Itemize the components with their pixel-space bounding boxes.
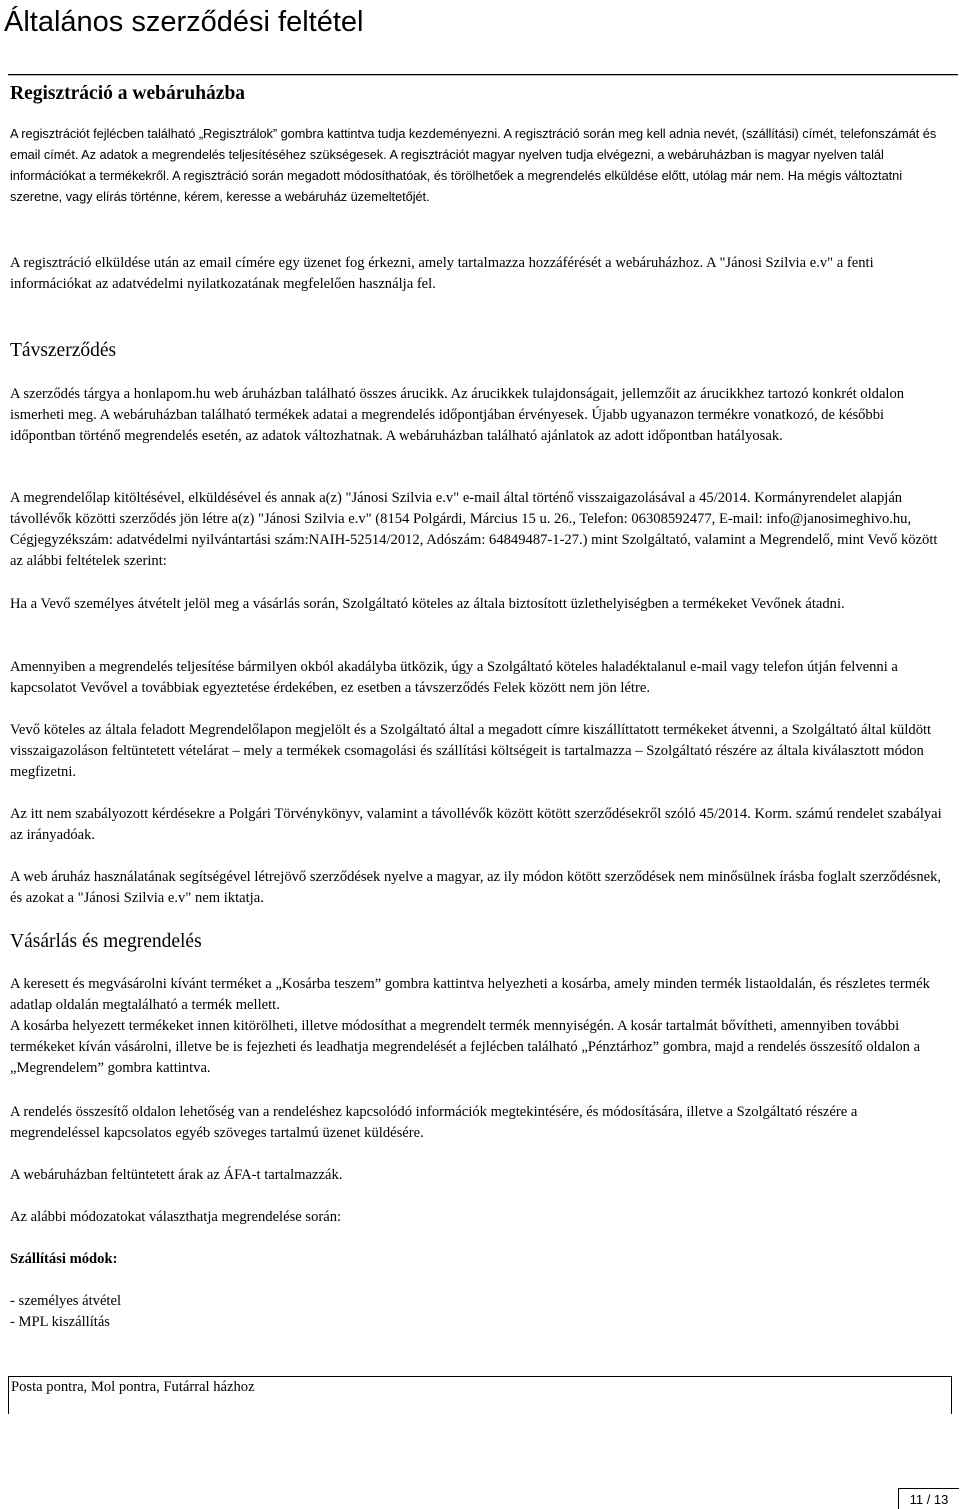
title-divider-shadow xyxy=(8,75,958,76)
registration-paragraph-1: A regisztrációt fejlécben található „Regisztrálok” gombra kattintva tudja kezdeményezni. A regisztráció során meg kell adnia nevét, (szállítási) címét, telefonszámát és email címét. Az adatok a megrendelés teljesítéséhez szükségesek. A regisztrációt magyar nyelven tudja elvégezni, a webáruházban is magyar nyelven talál információkat a termékekről. A regisztráció során megadott módosíthatóak, és törölhetőek a megrendelés elküldése előtt, utólag már nem. Ha mégis változtatni szeretne, vagy elírás történne, kérem, keresse a webáruház üzemeltetőjét. xyxy=(10,126,937,204)
page-number: 11 / 13 xyxy=(909,1492,949,1507)
shipping-methods-heading: Szállítási módok: xyxy=(10,1251,118,1267)
shipping-method-item: - személyes átvétel xyxy=(10,1293,122,1309)
purchase-paragraph-4: Az alábbi módozatokat választhatja megrendelése során: xyxy=(10,1209,342,1225)
purchase-paragraph-1a: A keresett és megvásárolni kívánt terméket a „Kosárba teszem” gombra kattintva helyezheti a kosárba, amely minden termék listaoldalán, és részletes termék adatlap oldalán megtalálható a termék mellett. xyxy=(10,976,930,1013)
distance-contract-paragraph-6: Az itt nem szabályozott kérdésekre a Polgári Törvénykönyv, valamint a távollévők között kötött szerződésekről szóló 45/2014. Korm. számú rendelet szabályai az irányadóak. xyxy=(10,806,942,843)
distance-contract-paragraph-3: Ha a Vevő személyes átvételt jelöl meg a vásárlás során, Szolgáltató köteles az általa biztosított üzlethelyiségben a termékeket Vevőnek átadni. xyxy=(10,596,845,612)
purchase-paragraph-3: A webáruházban feltüntetett árak az ÁFA-t tartalmazzák. xyxy=(10,1167,343,1183)
document-title: Általános szerződési feltétel xyxy=(4,6,364,38)
section-heading-distance-contract: Távszerződés xyxy=(10,340,117,361)
section-heading-registration: Regisztráció a webáruházba xyxy=(10,83,246,104)
shipping-options-text: Posta pontra, Mol pontra, Futárral házhoz xyxy=(11,1379,255,1395)
distance-contract-paragraph-5: Vevő köteles az általa feladott Megrendelőlapon megjelölt és a Szolgáltató által a megadott címre kiszállíttatott termékeket átvenni, a Szolgáltató által küldött visszaigazoláson feltüntetett vételárat – mely a termékek csomagolási és szállítási költségeit is tartalmazza – Szolgáltató részére az általa kiválasztott módon megfizetni. xyxy=(10,722,932,780)
purchase-paragraph-2: A rendelés összesítő oldalon lehetőség van a rendeléshez kapcsolódó információk megtekintésére, és módosítására, illetve a Szolgáltató részére a megrendeléssel kapcsolatos egyéb szöveges tartalmú üzenet küldésére. xyxy=(10,1104,858,1141)
distance-contract-paragraph-4: Amennyiben a megrendelés teljesítése bármilyen okból akadályba ütközik, úgy a Szolgáltató köteles haladéktalanul e-mail vagy telefon útján felvenni a kapcsolatot Vevővel a továbbiak egyeztetése érdekében, ez esetben a távszerződés Felek között nem jön létre. xyxy=(10,659,898,696)
purchase-paragraph-1b: A kosárba helyezett termékeket innen kitörölheti, illetve módosíthat a megrendelt termék mennyiségén. A kosár tartalmát bővítheti, amennyiben további termékeket kíván vásárolni, illetve be is fejezheti és leadhatja megrendelését a fejlécben található „Pénztárhoz” gombra, majd a rendelés összesítő oldalon a „Megrendelem” gombra kattintva. xyxy=(10,1018,921,1076)
distance-contract-paragraph-1: A szerződés tárgya a honlapom.hu web áruházban található összes árucikk. Az árucikkek tulajdonságait, jellemzőit az árucikkhez tartozó konkrét oldalon ismerheti meg. A webáruházban található termékek adatai a megrendelés időpontjában érvényesek. Újabb ugyanazon termékre vonatkozó, de későbbi időpontban történő megrendelés esetén, az adatok változhatnak. A webáruházban található ajánlatok az adott időpontban hatályosak. xyxy=(10,386,905,444)
distance-contract-paragraph-7: A web áruház használatának segítségével létrejövő szerződések nyelve a magyar, az ily módon kötött szerződések nem minősülnek írásba foglalt szerződésnek, és azokat a "Jánosi Szilvia e.v" nem iktatja. xyxy=(10,869,942,906)
section-heading-purchase: Vásárlás és megrendelés xyxy=(10,931,202,952)
registration-paragraph-2: A regisztráció elküldése után az email címére egy üzenet fog érkezni, amely tartalmazza hozzáférését a webáruházhoz. A "Jánosi Szilvia e.v" a fenti információkat az adatvédelmi nyilatkozatának megfelelően használja fel. xyxy=(10,255,874,292)
shipping-options-box xyxy=(8,1376,952,1414)
distance-contract-paragraph-2: A megrendelőlap kitöltésével, elküldésével és annak a(z) "Jánosi Szilvia e.v" e-mail által történő visszaigazolásával a 45/2014. Kormányrendelet alapján távollévők közötti szerződés jön létre a(z) "Jánosi Szilvia e.v" (8154 Polgárdi, Március 15 u. 26., Telefon: 06308592477, E-mail: info@janosimeghivo.hu, Cégjegyzékszám: adatvédelmi nyilvántartási szám:NAIH-52514/2012, Adószám: 64849487-1-27.) mint Szolgáltató, valamint a Megrendelő, mint Vevő között az alábbi feltételek szerint: xyxy=(10,490,938,569)
page-number-box xyxy=(898,1488,959,1509)
shipping-method-item: - MPL kiszállítás xyxy=(10,1314,110,1330)
